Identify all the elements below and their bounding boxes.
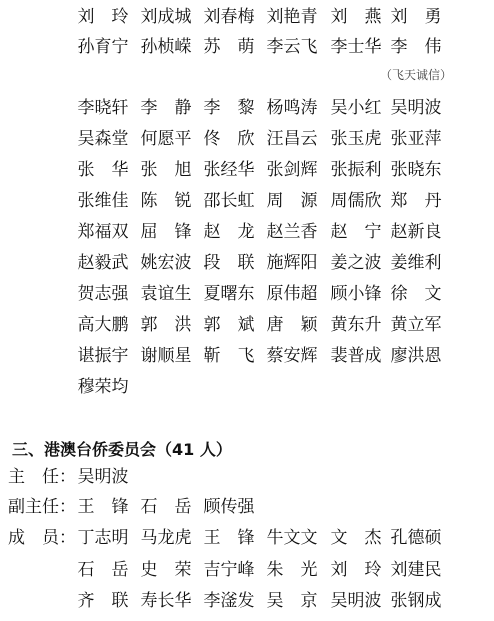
deputy-row [0, 493, 494, 521]
person-name: 姜之波 [330, 253, 382, 273]
person-name: 黄立军 [390, 315, 442, 335]
person-name: 郑 丹 [390, 191, 442, 211]
person-name: 刘 玲 [77, 7, 129, 27]
name-row [0, 280, 494, 308]
person-name: 姜维利 [390, 253, 442, 273]
person-name: 赵 龙 [203, 222, 255, 242]
person-name: 赵 宁 [330, 222, 382, 242]
person-name: 丁志明 [77, 528, 129, 548]
name-row [0, 218, 494, 246]
person-name: 吴明波 [77, 467, 129, 487]
person-name: 孙育宁 [77, 37, 129, 57]
person-name: 袁谊生 [140, 284, 192, 304]
person-name: 郭 洪 [140, 315, 192, 335]
person-name: 黄东升 [330, 315, 382, 335]
person-name: 吴森堂 [77, 129, 129, 149]
name-row [0, 249, 494, 277]
person-name: 吴 京 [266, 591, 318, 611]
person-name: 郭 斌 [203, 315, 255, 335]
person-name: 吴明波 [390, 98, 442, 118]
person-name: 蔡安辉 [266, 346, 318, 366]
person-name: 石 岳 [140, 497, 192, 517]
section-heading: 三、港澳台侨委员会（41 人） [12, 440, 232, 459]
affiliation-note: （飞天诚信） [380, 68, 453, 82]
person-name: 佟 欣 [203, 129, 255, 149]
person-name: 吴小红 [330, 98, 382, 118]
person-name: 周 源 [266, 191, 318, 211]
person-name: 寿长华 [140, 591, 192, 611]
deputy-label: 副主任： [8, 497, 76, 517]
person-name: 李 静 [140, 98, 192, 118]
person-name: 邵长虹 [203, 191, 255, 211]
person-name: 李滏发 [203, 591, 255, 611]
person-name: 顾小锋 [330, 284, 382, 304]
person-name: 刘成城 [140, 7, 192, 27]
person-name: 王 锋 [77, 497, 129, 517]
person-name: 贺志强 [77, 284, 129, 304]
person-name: 高大鹏 [77, 315, 129, 335]
name-row [0, 311, 494, 339]
person-name: 杨鸣涛 [266, 98, 318, 118]
person-name: 赵兰香 [266, 222, 318, 242]
person-name: 张 华 [77, 160, 129, 180]
person-name: 吴明波 [330, 591, 382, 611]
person-name: 屈 锋 [140, 222, 192, 242]
person-name: 孙桢嵘 [140, 37, 192, 57]
person-name: 吉宁峰 [203, 560, 255, 580]
person-name: 顾传强 [203, 497, 255, 517]
name-row [0, 156, 494, 184]
person-name: 王 锋 [203, 528, 255, 548]
person-name: 刘艳青 [266, 7, 318, 27]
person-name: 张晓东 [390, 160, 442, 180]
person-name: 齐 联 [77, 591, 129, 611]
person-name: 唐 颖 [266, 315, 318, 335]
person-name: 张亚萍 [390, 129, 442, 149]
person-name: 李 伟 [390, 37, 442, 57]
person-name: 穆荣均 [77, 377, 129, 397]
person-name: 李云飞 [266, 37, 318, 57]
person-name: 张 旭 [140, 160, 192, 180]
person-name: 施辉阳 [266, 253, 318, 273]
person-name: 牛文文 [266, 528, 318, 548]
person-name: 孔德硕 [390, 528, 442, 548]
person-name: 何愿平 [140, 129, 192, 149]
person-name: 石 岳 [77, 560, 129, 580]
person-name: 夏曙东 [203, 284, 255, 304]
name-row [0, 373, 494, 401]
person-name: 赵新良 [390, 222, 442, 242]
name-row [0, 94, 494, 122]
person-name: 马龙虎 [140, 528, 192, 548]
person-name: 苏 萌 [203, 37, 255, 57]
person-name: 姚宏波 [140, 253, 192, 273]
person-name: 张维佳 [77, 191, 129, 211]
name-row [0, 342, 494, 370]
person-name: 段 联 [203, 253, 255, 273]
person-name: 刘 燕 [330, 7, 382, 27]
person-name: 刘 玲 [330, 560, 382, 580]
name-row [0, 187, 494, 215]
person-name: 谢顺星 [140, 346, 192, 366]
members-label: 成 员： [8, 528, 76, 548]
person-name: 原伟超 [266, 284, 318, 304]
person-name: 陈 锐 [140, 191, 192, 211]
person-name: 徐 文 [390, 284, 442, 304]
person-name: 刘春梅 [203, 7, 255, 27]
person-name: 张钢成 [390, 591, 442, 611]
director-row [0, 463, 494, 491]
person-name: 史 荣 [140, 560, 192, 580]
person-name: 张玉虎 [330, 129, 382, 149]
person-name: 文 杰 [330, 528, 382, 548]
person-name: 张振利 [330, 160, 382, 180]
person-name: 靳 飞 [203, 346, 255, 366]
director-label: 主 任： [8, 467, 76, 487]
person-name: 朱 光 [266, 560, 318, 580]
person-name: 张剑辉 [266, 160, 318, 180]
person-name: 刘建民 [390, 560, 442, 580]
person-name: 汪昌云 [266, 129, 318, 149]
name-row [0, 3, 494, 31]
person-name: 李晓轩 [77, 98, 129, 118]
person-name: 张经华 [203, 160, 255, 180]
person-name: 赵毅武 [77, 253, 129, 273]
person-name: 郑福双 [77, 222, 129, 242]
person-name: 刘 勇 [390, 7, 442, 27]
person-name: 李士华 [330, 37, 382, 57]
members-row [0, 524, 494, 552]
person-name: 谌振宇 [77, 346, 129, 366]
members-row [0, 587, 494, 615]
person-name: 周儒欣 [330, 191, 382, 211]
person-name: 裴普成 [330, 346, 382, 366]
members-row [0, 556, 494, 584]
person-name: 李 黎 [203, 98, 255, 118]
name-row [0, 125, 494, 153]
person-name: 廖洪恩 [390, 346, 442, 366]
name-row [0, 33, 494, 61]
